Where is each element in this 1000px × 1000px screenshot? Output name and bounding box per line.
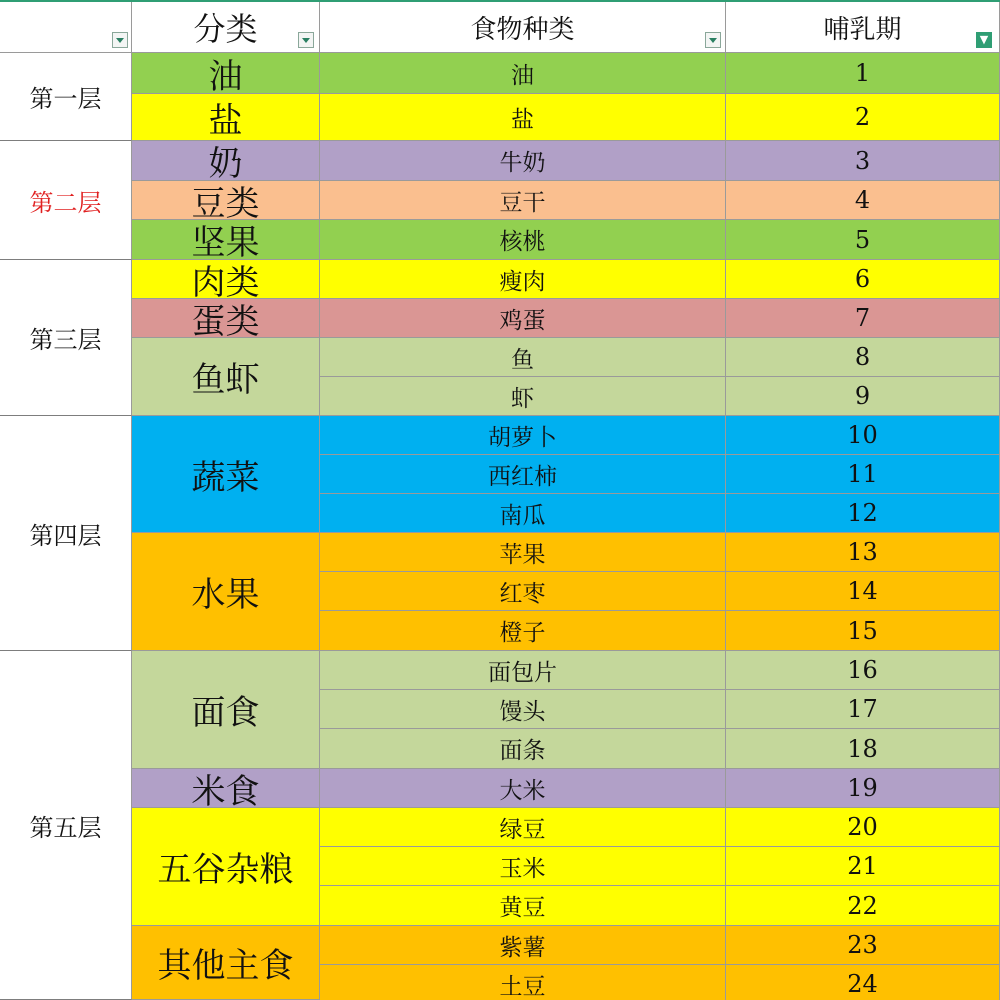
- lactation-cell[interactable]: 13: [726, 533, 1000, 572]
- food-type-cell[interactable]: 牛奶: [320, 141, 726, 181]
- category-salt: 盐: [132, 94, 320, 141]
- lactation-cell[interactable]: 14: [726, 572, 1000, 611]
- tier-4: 第四层: [0, 416, 132, 651]
- lactation-cell[interactable]: 9: [726, 377, 1000, 416]
- category-vegetables: 蔬菜: [132, 416, 320, 533]
- lactation-cell[interactable]: 8: [726, 338, 1000, 377]
- food-type-cell[interactable]: 馒头: [320, 690, 726, 729]
- lactation-cell[interactable]: 10: [726, 416, 1000, 455]
- category-eggs: 蛋类: [132, 299, 320, 338]
- lactation-cell[interactable]: 21: [726, 847, 1000, 886]
- food-type-cell[interactable]: 盐: [320, 94, 726, 141]
- food-type-cell[interactable]: 土豆: [320, 965, 726, 1000]
- header-category[interactable]: 分类: [132, 2, 320, 53]
- dropdown-arrow-icon[interactable]: [112, 32, 128, 48]
- category-beans: 豆类: [132, 181, 320, 220]
- food-type-cell[interactable]: 面包片: [320, 651, 726, 690]
- tier-2: 第二层: [0, 141, 132, 260]
- food-type-cell[interactable]: 紫薯: [320, 926, 726, 965]
- food-type-cell[interactable]: 鱼: [320, 338, 726, 377]
- food-type-cell[interactable]: 红枣: [320, 572, 726, 611]
- food-type-cell[interactable]: 虾: [320, 377, 726, 416]
- food-type-cell[interactable]: 橙子: [320, 611, 726, 651]
- lactation-cell[interactable]: 22: [726, 886, 1000, 926]
- food-type-cell[interactable]: 面条: [320, 729, 726, 769]
- category-grains: 五谷杂粮: [132, 808, 320, 926]
- header-food-type[interactable]: 食物种类: [320, 2, 726, 53]
- food-type-cell[interactable]: 南瓜: [320, 494, 726, 533]
- lactation-cell[interactable]: 15: [726, 611, 1000, 651]
- lactation-cell[interactable]: 3: [726, 141, 1000, 181]
- food-type-cell[interactable]: 黄豆: [320, 886, 726, 926]
- food-type-cell[interactable]: 豆干: [320, 181, 726, 220]
- lactation-cell[interactable]: 23: [726, 926, 1000, 965]
- tier-3: 第三层: [0, 260, 132, 416]
- header-lactation[interactable]: 哺乳期: [726, 2, 1000, 53]
- lactation-cell[interactable]: 17: [726, 690, 1000, 729]
- lactation-cell[interactable]: 19: [726, 769, 1000, 808]
- category-fruit: 水果: [132, 533, 320, 651]
- lactation-cell[interactable]: 18: [726, 729, 1000, 769]
- food-type-cell[interactable]: 鸡蛋: [320, 299, 726, 338]
- lactation-cell[interactable]: 2: [726, 94, 1000, 141]
- filter-active-icon[interactable]: ▼: [976, 32, 992, 48]
- food-type-cell[interactable]: 大米: [320, 769, 726, 808]
- food-type-cell[interactable]: 核桃: [320, 220, 726, 260]
- lactation-cell[interactable]: 20: [726, 808, 1000, 847]
- lactation-cell[interactable]: 4: [726, 181, 1000, 220]
- lactation-cell[interactable]: 6: [726, 260, 1000, 299]
- lactation-cell[interactable]: 5: [726, 220, 1000, 260]
- category-fish-shrimp: 鱼虾: [132, 338, 320, 416]
- category-other-staples: 其他主食: [132, 926, 320, 1000]
- tier-5: 第五层: [0, 651, 132, 1000]
- food-type-cell[interactable]: 苹果: [320, 533, 726, 572]
- lactation-cell[interactable]: 12: [726, 494, 1000, 533]
- dropdown-arrow-icon[interactable]: [298, 32, 314, 48]
- dropdown-arrow-icon[interactable]: [705, 32, 721, 48]
- lactation-cell[interactable]: 11: [726, 455, 1000, 494]
- category-oil: 油: [132, 53, 320, 94]
- food-type-cell[interactable]: 绿豆: [320, 808, 726, 847]
- category-nuts: 坚果: [132, 220, 320, 260]
- lactation-cell[interactable]: 24: [726, 965, 1000, 1000]
- food-type-cell[interactable]: 胡萝卜: [320, 416, 726, 455]
- lactation-cell[interactable]: 1: [726, 53, 1000, 94]
- category-meat: 肉类: [132, 260, 320, 299]
- lactation-cell[interactable]: 16: [726, 651, 1000, 690]
- food-type-cell[interactable]: 玉米: [320, 847, 726, 886]
- category-milk: 奶: [132, 141, 320, 181]
- category-noodles: 面食: [132, 651, 320, 769]
- tier-1: 第一层: [0, 53, 132, 141]
- food-type-cell[interactable]: 油: [320, 53, 726, 94]
- food-type-cell[interactable]: 瘦肉: [320, 260, 726, 299]
- food-type-cell[interactable]: 西红柿: [320, 455, 726, 494]
- lactation-cell[interactable]: 7: [726, 299, 1000, 338]
- category-rice: 米食: [132, 769, 320, 808]
